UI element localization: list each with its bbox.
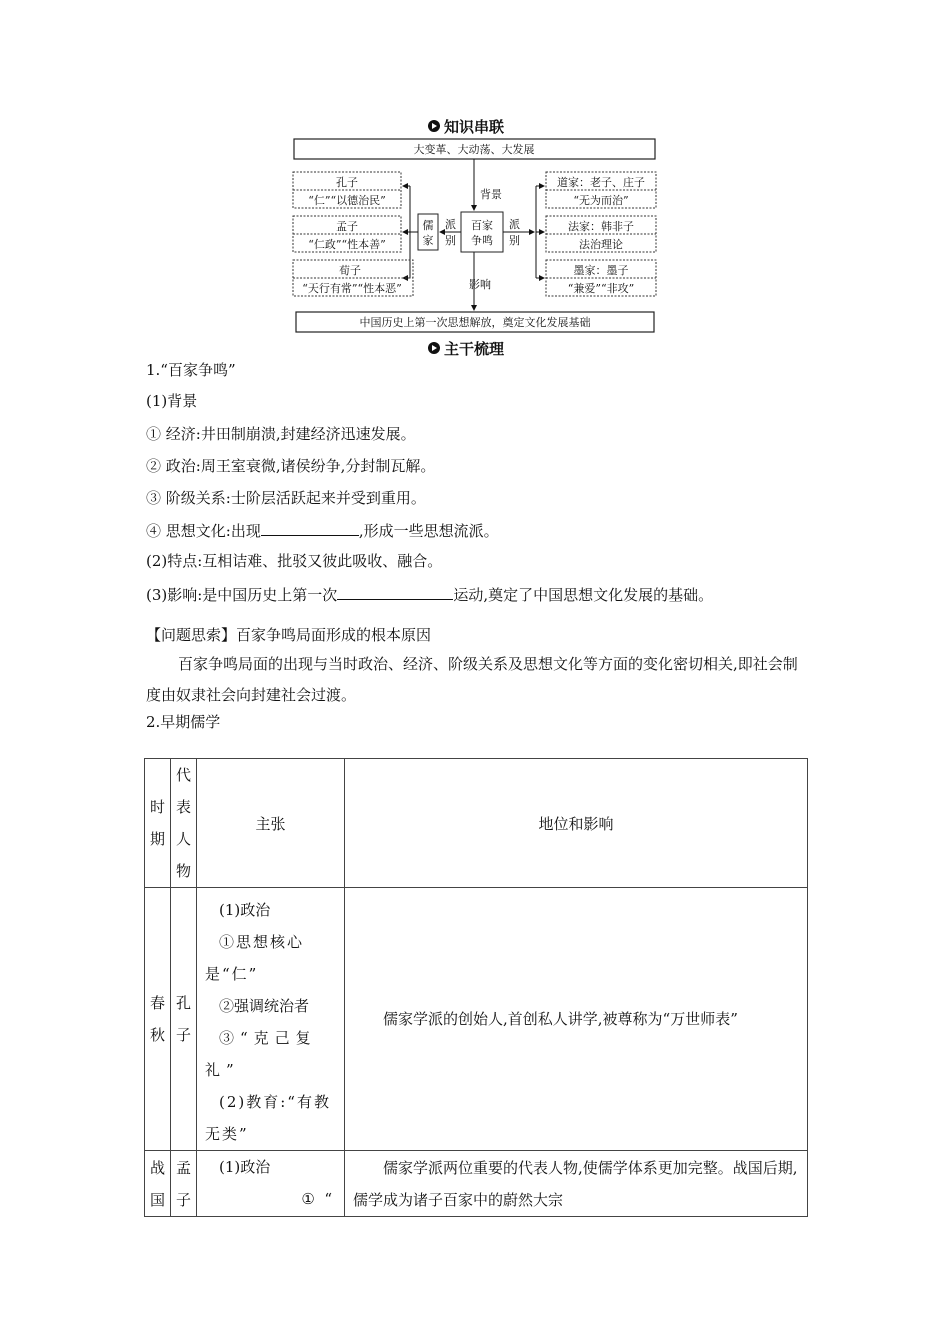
left-idea: “仁”“以德治民” xyxy=(308,194,386,207)
confucianism-table xyxy=(144,758,808,1217)
fill-blank[interactable] xyxy=(337,583,453,600)
right-name: 法家：韩非子 xyxy=(568,220,634,233)
period-text: 春秋 xyxy=(149,994,165,1044)
period-text: 战国 xyxy=(149,1158,165,1209)
heading-hundred-schools: 1.“百家争鸣” xyxy=(146,361,236,379)
left-box-mencius xyxy=(293,216,401,252)
item-influence xyxy=(146,583,713,605)
left-name: 孟子 xyxy=(336,220,358,233)
rujia-1: 儒 xyxy=(422,219,434,232)
diagram-title: 知识串联 xyxy=(444,118,505,136)
header-period xyxy=(145,759,171,888)
rujia-2: 家 xyxy=(422,234,434,247)
item-economy: ① 经济:井田制崩溃,封建经济迅速发展。 xyxy=(146,425,416,443)
heading-early-confucianism: 2.早期儒学 xyxy=(146,713,221,731)
left-idea: “天行有常”“性本恶” xyxy=(302,282,402,295)
question-title: 【问题思索】百家争鸣局面形成的根本原因 xyxy=(146,626,432,644)
bottom-box: 中国历史上第一次思想解放，奠定文化发展基础 xyxy=(359,316,591,329)
item-thought-b: ,形成一些思想流派。 xyxy=(358,522,499,540)
left-box-confucius xyxy=(293,172,401,208)
person-text: 孟子 xyxy=(175,1158,191,1209)
idea-line: (1)政治 xyxy=(219,1158,271,1176)
label-background: 背景 xyxy=(480,188,502,201)
idea-line: (1)政治 xyxy=(219,901,271,919)
subheading-background: (1)背景 xyxy=(146,392,198,410)
item-thought-a: ④ 思想文化:出现 xyxy=(146,522,261,540)
right-box-legalism xyxy=(546,216,656,252)
header-period-text: 时期 xyxy=(149,798,165,848)
right-box-daoism xyxy=(546,172,656,208)
idea-line: ③“克己复礼” xyxy=(205,1029,317,1079)
cell-person xyxy=(171,888,197,1151)
left-name: 荀子 xyxy=(339,264,361,277)
top-box: 大变革、大动荡、大发展 xyxy=(413,143,535,156)
left-branch-2: 别 xyxy=(445,234,456,247)
right-name: 道家：老子、庄子 xyxy=(557,176,645,189)
cell-period xyxy=(145,888,171,1151)
fill-blank[interactable] xyxy=(261,519,359,536)
cell-person xyxy=(171,1151,197,1217)
right-idea: “兼爱”“非攻” xyxy=(567,282,635,295)
person-text: 孔子 xyxy=(175,994,191,1044)
cell-ideas xyxy=(197,1151,345,1217)
right-idea: “无为而治” xyxy=(573,194,629,207)
cell-impact: 儒家学派的创始人,首创私人讲学,被尊称为“万世师表” xyxy=(345,888,808,1151)
right-branch-1: 派 xyxy=(509,218,520,231)
item-influence-b: 运动,奠定了中国思想文化发展的基础。 xyxy=(453,586,714,604)
left-branch-1: 派 xyxy=(445,218,456,231)
section-title-trunk: 主干梳理 xyxy=(444,340,505,358)
cell-impact: 儒家学派两位重要的代表人物,使儒学体系更加完整。战国后期,儒学成为诸子百家中的蔚然大宗 xyxy=(345,1151,808,1217)
idea-line: ①思想核心是“仁” xyxy=(205,933,305,983)
left-name: 孔子 xyxy=(336,176,358,189)
item-politics: ② 政治:周王室衰微,诸侯纷争,分封制瓦解。 xyxy=(146,457,436,475)
table-row xyxy=(145,1151,808,1217)
idea-line: (2)教育:“有教无类” xyxy=(205,1093,331,1143)
knowledge-diagram xyxy=(288,112,660,362)
center-line2: 争鸣 xyxy=(471,234,493,247)
header-ideas: 主张 xyxy=(197,759,345,888)
left-idea: “仁政”“性本善” xyxy=(308,238,386,251)
cell-ideas xyxy=(197,888,345,1151)
center-line1: 百家 xyxy=(471,219,493,232)
right-name: 墨家：墨子 xyxy=(573,264,629,277)
left-box-xunzi xyxy=(293,260,413,296)
item-influence-a: (3)影响:是中国历史上第一次 xyxy=(146,586,338,604)
table-row xyxy=(145,888,808,1151)
cell-period xyxy=(145,1151,171,1217)
header-person-text: 代表人物 xyxy=(175,766,191,880)
right-branch-2: 别 xyxy=(509,234,520,247)
question-paragraph: 百家争鸣局面的出现与当时政治、经济、阶级关系及思想文化等方面的变化密切相关,即社会制度由奴隶社会向封建社会过渡。 xyxy=(146,655,798,704)
item-feature: (2)特点:互相诘难、批驳又彼此吸收、融合。 xyxy=(146,552,443,570)
label-influence: 影响 xyxy=(469,278,491,291)
item-thought xyxy=(146,519,499,541)
header-impact: 地位和影响 xyxy=(345,759,808,888)
right-box-mohism xyxy=(546,260,656,296)
idea-line: ① “ xyxy=(301,1190,332,1208)
item-class: ③ 阶级关系:士阶层活跃起来并受到重用。 xyxy=(146,489,426,507)
idea-line: ②强调统治者 xyxy=(219,997,310,1015)
table-header-row xyxy=(145,759,808,888)
header-person xyxy=(171,759,197,888)
right-idea: 法治理论 xyxy=(579,238,623,251)
